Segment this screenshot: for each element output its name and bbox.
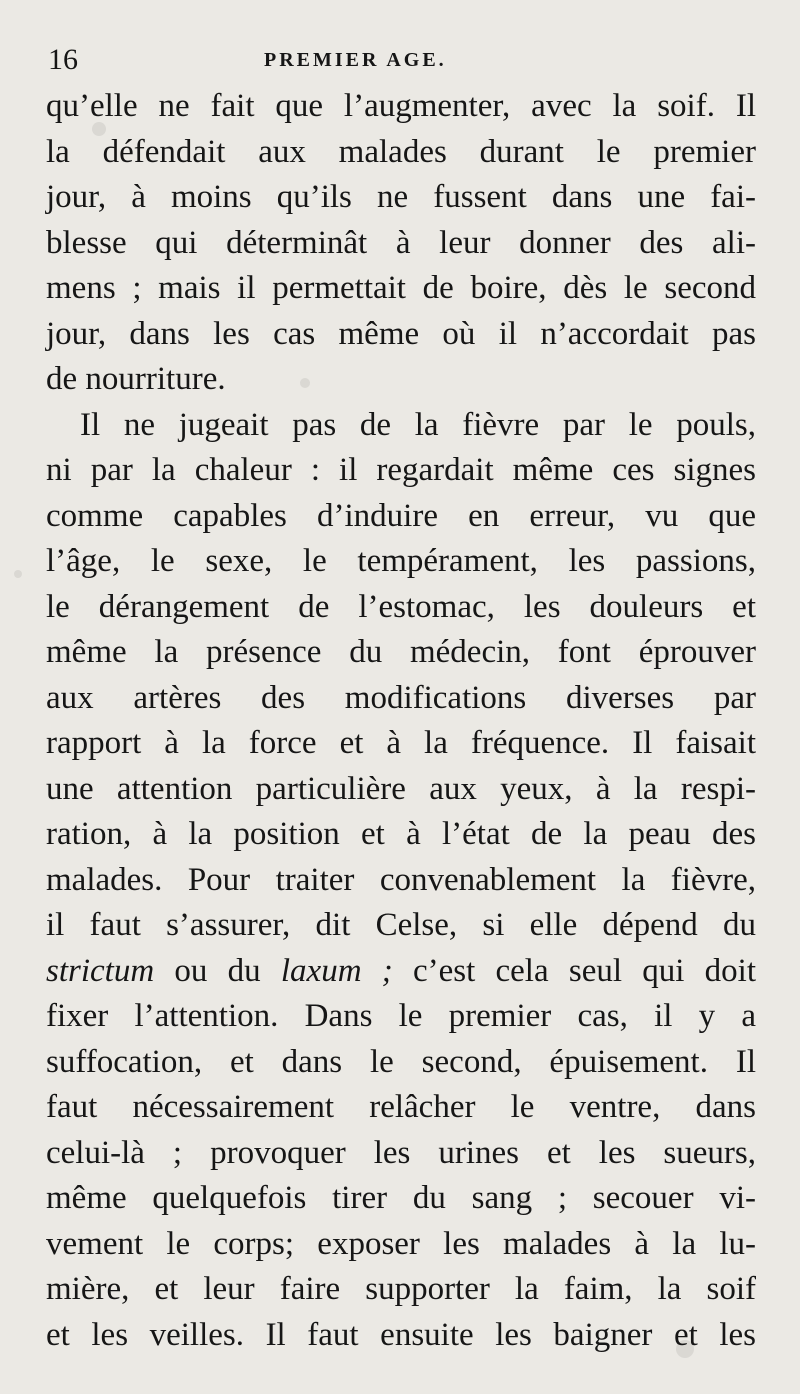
body-text bbox=[46, 84, 756, 1358]
text-line: aux artères des modifications diverses par bbox=[46, 679, 756, 716]
text-line: rapport à la force et à la fréquence. Il faisait bbox=[46, 725, 756, 761]
text-line: même quelquefois tirer du sang ; secouer vi- bbox=[46, 1180, 756, 1216]
text-line: l’âge, le sexe, le tempérament, les passions, bbox=[46, 543, 756, 579]
text-fragment: ou du bbox=[154, 952, 281, 989]
text-line: ration, à la position et à l’état de la peau des bbox=[46, 816, 756, 852]
page-number: 16 bbox=[48, 43, 78, 76]
text-line: mière, et leur faire supporter la faim, la soif bbox=[46, 1271, 756, 1307]
text-line: il faut s’assurer, dit Celse, si elle dépend du bbox=[46, 907, 756, 943]
text-line: le dérangement de l’estomac, les douleurs et bbox=[46, 588, 756, 625]
paragraph-start-line: Il ne jugeait pas de la fièvre par le pouls, bbox=[80, 406, 756, 443]
text-line: jour, à moins qu’ils ne fussent dans une fai- bbox=[46, 179, 756, 215]
text-line: comme capables d’induire en erreur, vu que bbox=[46, 497, 756, 534]
text-fragment: c’est cela seul qui doit bbox=[392, 952, 756, 989]
text-line: la défendait aux malades durant le premier bbox=[46, 133, 756, 170]
running-title: PREMIER AGE. bbox=[264, 49, 447, 71]
text-line: celui-là ; provoquer les urines et les sueurs, bbox=[46, 1134, 756, 1171]
text-line: même la présence du médecin, font éprouver bbox=[46, 634, 756, 670]
text-line: blesse qui déterminât à leur donner des ali- bbox=[46, 224, 756, 261]
text-line: fixer l’attention. Dans le premier cas, il y a bbox=[46, 998, 756, 1034]
text-line: mens ; mais il permettait de boire, dès le second bbox=[46, 270, 756, 306]
text-line: ni par la chaleur : il regardait même ces signes bbox=[46, 452, 756, 488]
paper-speck bbox=[14, 570, 22, 578]
page-header bbox=[26, 40, 776, 90]
italic-term-laxum: laxum ; bbox=[280, 952, 393, 989]
text-line: faut nécessairement relâcher le ventre, dans bbox=[46, 1089, 756, 1125]
text-line: vement le corps; exposer les malades à la lu- bbox=[46, 1225, 756, 1262]
text-line: une attention particulière aux yeux, à la respi- bbox=[46, 770, 756, 807]
text-line: de nourriture. bbox=[46, 361, 226, 397]
italic-term-strictum: strictum bbox=[46, 952, 155, 989]
text-line: malades. Pour traiter convenablement la fièvre, bbox=[46, 861, 756, 898]
text-line: jour, dans les cas même où il n’accordait pas bbox=[46, 315, 756, 352]
text-line: et les veilles. Il faut ensuite les baigner et les bbox=[46, 1316, 756, 1353]
text-line: qu’elle ne fait que l’augmenter, avec la soif. Il bbox=[46, 88, 756, 124]
text-line: suffocation, et dans le second, épuisement. Il bbox=[46, 1043, 756, 1080]
text-line-with-italics bbox=[46, 949, 756, 995]
